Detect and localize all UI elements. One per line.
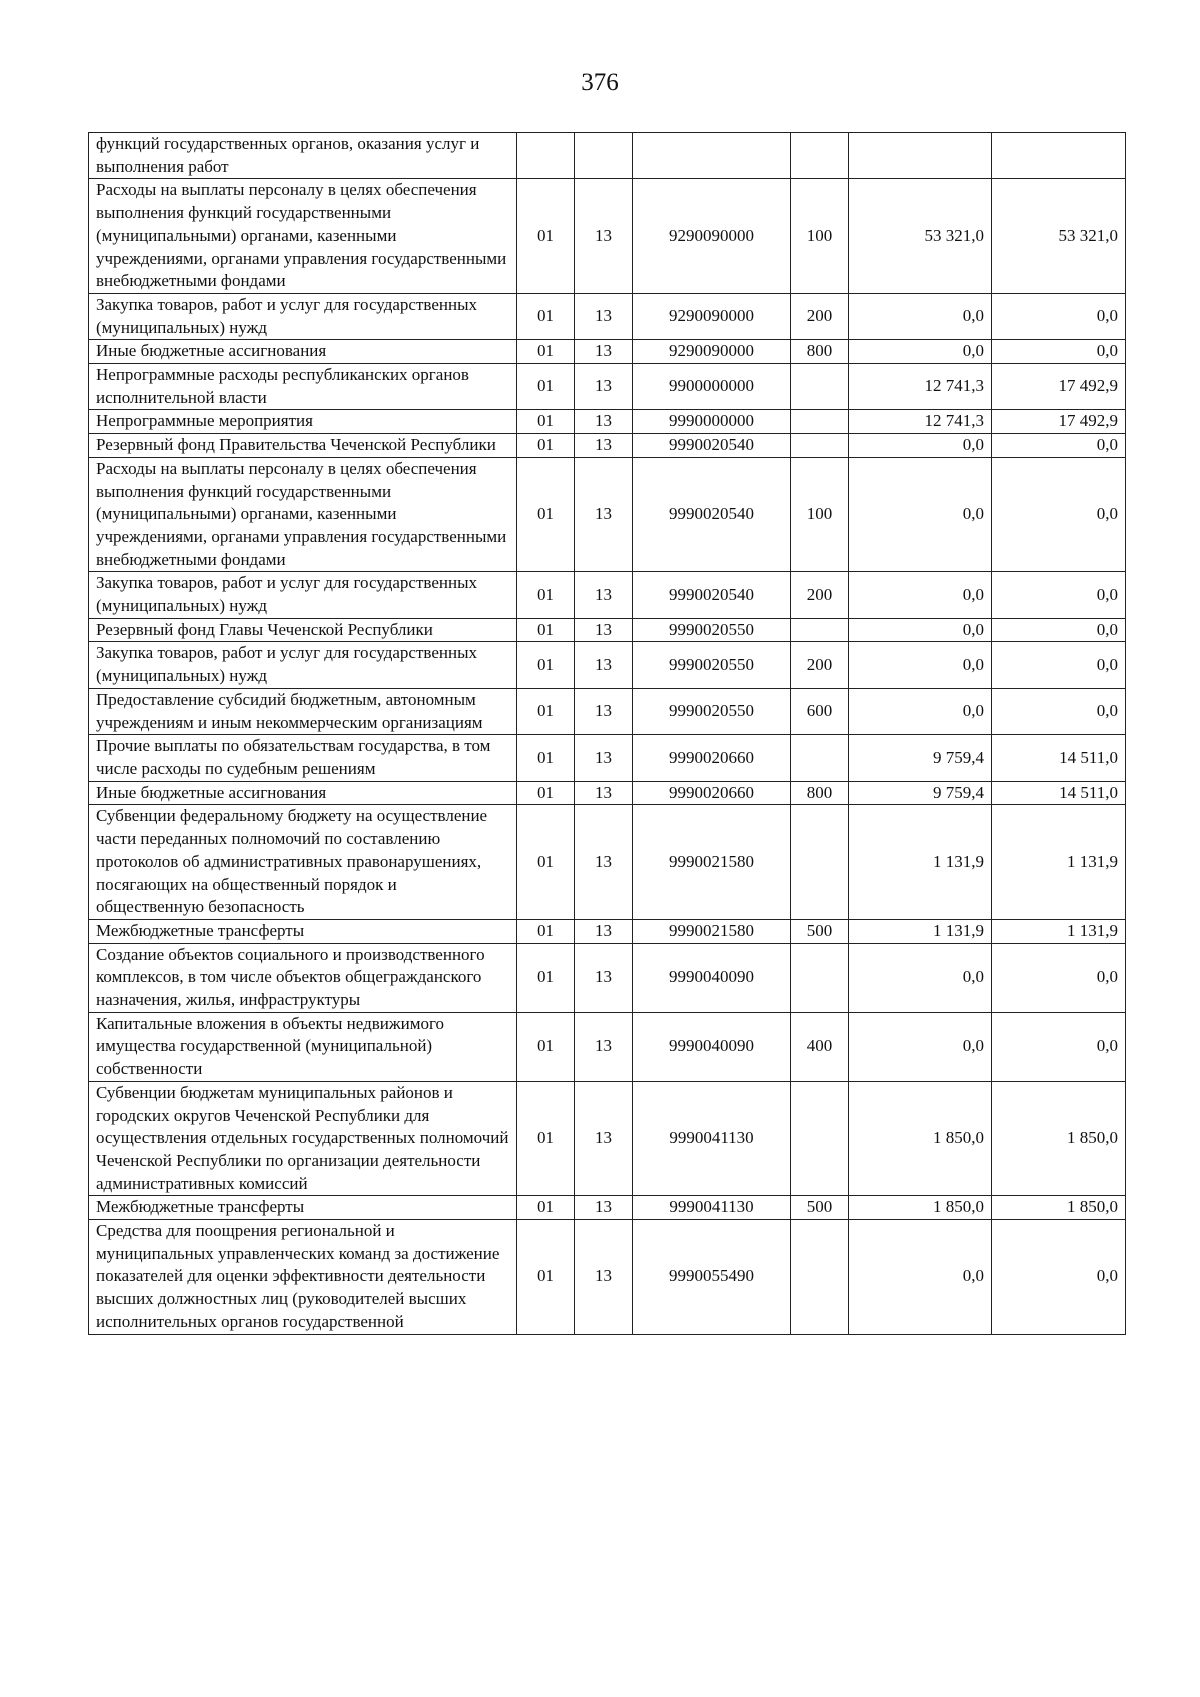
- subsection-code-cell: 13: [575, 1012, 633, 1081]
- table-row: [89, 364, 1126, 410]
- amount-year1-cell: 0,0: [849, 1012, 992, 1081]
- target-article-cell: 9990021580: [633, 805, 791, 920]
- amount-year1-cell: 1 850,0: [849, 1081, 992, 1196]
- row-name-cell: Расходы на выплаты персоналу в целях обеспечения выполнения функций государственными (муниципальными) органами, казенными учреждениями, органами управления государственными внебюджетными фондами: [89, 179, 517, 294]
- subsection-code-cell: 13: [575, 434, 633, 458]
- amount-year2-cell: 14 511,0: [992, 735, 1126, 781]
- amount-year1-cell: 0,0: [849, 618, 992, 642]
- target-article-cell: 9990020550: [633, 642, 791, 688]
- section-code-cell: 01: [517, 1081, 575, 1196]
- target-article-cell: [633, 133, 791, 179]
- subsection-code-cell: 13: [575, 781, 633, 805]
- amount-year1-cell: 0,0: [849, 572, 992, 618]
- target-article-cell: 9990040090: [633, 1012, 791, 1081]
- amount-year1-cell: 0,0: [849, 642, 992, 688]
- target-article-cell: 9990055490: [633, 1220, 791, 1335]
- amount-year1-cell: 1 131,9: [849, 805, 992, 920]
- expense-type-cell: 800: [791, 340, 849, 364]
- budget-table-body: [89, 133, 1126, 1335]
- row-name-cell: Непрограммные расходы республиканских органов исполнительной власти: [89, 364, 517, 410]
- table-row: [89, 642, 1126, 688]
- subsection-code-cell: 13: [575, 618, 633, 642]
- amount-year1-cell: 1 131,9: [849, 919, 992, 943]
- subsection-code-cell: 13: [575, 688, 633, 734]
- table-row: [89, 735, 1126, 781]
- amount-year2-cell: 0,0: [992, 1012, 1126, 1081]
- expense-type-cell: 200: [791, 293, 849, 339]
- amount-year2-cell: 1 850,0: [992, 1196, 1126, 1220]
- subsection-code-cell: 13: [575, 805, 633, 920]
- row-name-cell: Субвенции федеральному бюджету на осуществление части переданных полномочий по составлению протоколов об административных правонарушениях, посягающих на общественный порядок и общественную безопасность: [89, 805, 517, 920]
- table-row: [89, 133, 1126, 179]
- subsection-code-cell: 13: [575, 572, 633, 618]
- target-article-cell: 9900000000: [633, 364, 791, 410]
- section-code-cell: 01: [517, 293, 575, 339]
- expense-type-cell: [791, 735, 849, 781]
- amount-year1-cell: 1 850,0: [849, 1196, 992, 1220]
- table-row: [89, 293, 1126, 339]
- section-code-cell: 01: [517, 805, 575, 920]
- amount-year1-cell: 0,0: [849, 1220, 992, 1335]
- subsection-code-cell: [575, 133, 633, 179]
- section-code-cell: 01: [517, 618, 575, 642]
- section-code-cell: 01: [517, 943, 575, 1012]
- expense-type-cell: 100: [791, 179, 849, 294]
- section-code-cell: 01: [517, 642, 575, 688]
- target-article-cell: 9990020540: [633, 572, 791, 618]
- subsection-code-cell: 13: [575, 1081, 633, 1196]
- page-number: 376: [581, 69, 619, 96]
- section-code-cell: 01: [517, 179, 575, 294]
- table-row: [89, 410, 1126, 434]
- subsection-code-cell: 13: [575, 943, 633, 1012]
- subsection-code-cell: 13: [575, 293, 633, 339]
- subsection-code-cell: 13: [575, 919, 633, 943]
- table-row: [89, 1220, 1126, 1335]
- table-row: [89, 919, 1126, 943]
- table-row: [89, 688, 1126, 734]
- table-row: [89, 805, 1126, 920]
- amount-year2-cell: 14 511,0: [992, 781, 1126, 805]
- table-row: [89, 340, 1126, 364]
- section-code-cell: 01: [517, 688, 575, 734]
- target-article-cell: 9290090000: [633, 340, 791, 364]
- table-row: [89, 618, 1126, 642]
- amount-year2-cell: 0,0: [992, 434, 1126, 458]
- amount-year1-cell: 9 759,4: [849, 735, 992, 781]
- amount-year1-cell: 0,0: [849, 340, 992, 364]
- amount-year1-cell: 12 741,3: [849, 410, 992, 434]
- expense-type-cell: [791, 618, 849, 642]
- amount-year1-cell: 0,0: [849, 293, 992, 339]
- table-row: [89, 781, 1126, 805]
- table-row: [89, 434, 1126, 458]
- budget-table: [88, 132, 1126, 1335]
- amount-year2-cell: 1 131,9: [992, 805, 1126, 920]
- row-name-cell: Закупка товаров, работ и услуг для государственных (муниципальных) нужд: [89, 572, 517, 618]
- subsection-code-cell: 13: [575, 410, 633, 434]
- amount-year2-cell: 0,0: [992, 642, 1126, 688]
- amount-year2-cell: 0,0: [992, 688, 1126, 734]
- row-name-cell: Закупка товаров, работ и услуг для государственных (муниципальных) нужд: [89, 293, 517, 339]
- amount-year1-cell: 0,0: [849, 943, 992, 1012]
- section-code-cell: [517, 133, 575, 179]
- amount-year2-cell: 53 321,0: [992, 179, 1126, 294]
- amount-year2-cell: 0,0: [992, 293, 1126, 339]
- expense-type-cell: [791, 410, 849, 434]
- row-name-cell: Предоставление субсидий бюджетным, автономным учреждениям и иным некоммерческим организациям: [89, 688, 517, 734]
- row-name-cell: Средства для поощрения региональной и муниципальных управленческих команд за достижение показателей для оценки эффективности деятельности высших должностных лиц (руководителей высших исполнительных органов государственной: [89, 1220, 517, 1335]
- amount-year1-cell: [849, 133, 992, 179]
- section-code-cell: 01: [517, 1196, 575, 1220]
- expense-type-cell: 500: [791, 1196, 849, 1220]
- amount-year2-cell: 0,0: [992, 618, 1126, 642]
- amount-year2-cell: 0,0: [992, 572, 1126, 618]
- target-article-cell: 9990020540: [633, 434, 791, 458]
- subsection-code-cell: 13: [575, 735, 633, 781]
- amount-year1-cell: 12 741,3: [849, 364, 992, 410]
- expense-type-cell: [791, 943, 849, 1012]
- target-article-cell: 9990041130: [633, 1081, 791, 1196]
- amount-year2-cell: 1 131,9: [992, 919, 1126, 943]
- target-article-cell: 9990021580: [633, 919, 791, 943]
- expense-type-cell: 200: [791, 642, 849, 688]
- row-name-cell: Прочие выплаты по обязательствам государства, в том числе расходы по судебным решениям: [89, 735, 517, 781]
- amount-year2-cell: 17 492,9: [992, 410, 1126, 434]
- amount-year2-cell: 0,0: [992, 1220, 1126, 1335]
- section-code-cell: 01: [517, 1220, 575, 1335]
- target-article-cell: 9990041130: [633, 1196, 791, 1220]
- subsection-code-cell: 13: [575, 1196, 633, 1220]
- row-name-cell: Капитальные вложения в объекты недвижимого имущества государственной (муниципальной) собственности: [89, 1012, 517, 1081]
- target-article-cell: 9290090000: [633, 179, 791, 294]
- row-name-cell: функций государственных органов, оказания услуг и выполнения работ: [89, 133, 517, 179]
- amount-year2-cell: 0,0: [992, 457, 1126, 572]
- expense-type-cell: 500: [791, 919, 849, 943]
- amount-year2-cell: [992, 133, 1126, 179]
- section-code-cell: 01: [517, 364, 575, 410]
- row-name-cell: Резервный фонд Главы Чеченской Республики: [89, 618, 517, 642]
- expense-type-cell: [791, 364, 849, 410]
- section-code-cell: 01: [517, 735, 575, 781]
- amount-year2-cell: 1 850,0: [992, 1081, 1126, 1196]
- section-code-cell: 01: [517, 434, 575, 458]
- row-name-cell: Создание объектов социального и производственного комплексов, в том числе объектов общегражданского назначения, жилья, инфраструктуры: [89, 943, 517, 1012]
- expense-type-cell: [791, 434, 849, 458]
- amount-year1-cell: 0,0: [849, 688, 992, 734]
- row-name-cell: Межбюджетные трансферты: [89, 1196, 517, 1220]
- row-name-cell: Закупка товаров, работ и услуг для государственных (муниципальных) нужд: [89, 642, 517, 688]
- amount-year2-cell: 17 492,9: [992, 364, 1126, 410]
- expense-type-cell: 400: [791, 1012, 849, 1081]
- row-name-cell: Иные бюджетные ассигнования: [89, 781, 517, 805]
- table-row: [89, 457, 1126, 572]
- amount-year1-cell: 53 321,0: [849, 179, 992, 294]
- subsection-code-cell: 13: [575, 642, 633, 688]
- row-name-cell: Непрограммные мероприятия: [89, 410, 517, 434]
- table-row: [89, 943, 1126, 1012]
- subsection-code-cell: 13: [575, 457, 633, 572]
- target-article-cell: 9990020660: [633, 735, 791, 781]
- table-row: [89, 1081, 1126, 1196]
- expense-type-cell: [791, 805, 849, 920]
- amount-year1-cell: 9 759,4: [849, 781, 992, 805]
- expense-type-cell: 800: [791, 781, 849, 805]
- amount-year2-cell: 0,0: [992, 340, 1126, 364]
- section-code-cell: 01: [517, 340, 575, 364]
- section-code-cell: 01: [517, 410, 575, 434]
- expense-type-cell: [791, 1081, 849, 1196]
- target-article-cell: 9990020660: [633, 781, 791, 805]
- table-row: [89, 1196, 1126, 1220]
- table-row: [89, 572, 1126, 618]
- amount-year1-cell: 0,0: [849, 434, 992, 458]
- subsection-code-cell: 13: [575, 179, 633, 294]
- target-article-cell: 9990020550: [633, 688, 791, 734]
- target-article-cell: 9990000000: [633, 410, 791, 434]
- row-name-cell: Иные бюджетные ассигнования: [89, 340, 517, 364]
- expense-type-cell: 100: [791, 457, 849, 572]
- row-name-cell: Расходы на выплаты персоналу в целях обеспечения выполнения функций государственными (муниципальными) органами, казенными учреждениями, органами управления государственными внебюджетными фондами: [89, 457, 517, 572]
- row-name-cell: Резервный фонд Правительства Чеченской Республики: [89, 434, 517, 458]
- section-code-cell: 01: [517, 919, 575, 943]
- target-article-cell: 9290090000: [633, 293, 791, 339]
- section-code-cell: 01: [517, 1012, 575, 1081]
- amount-year1-cell: 0,0: [849, 457, 992, 572]
- target-article-cell: 9990020550: [633, 618, 791, 642]
- subsection-code-cell: 13: [575, 1220, 633, 1335]
- table-row: [89, 1012, 1126, 1081]
- section-code-cell: 01: [517, 457, 575, 572]
- section-code-cell: 01: [517, 572, 575, 618]
- table-row: [89, 179, 1126, 294]
- expense-type-cell: [791, 1220, 849, 1335]
- section-code-cell: 01: [517, 781, 575, 805]
- expense-type-cell: 600: [791, 688, 849, 734]
- subsection-code-cell: 13: [575, 364, 633, 410]
- expense-type-cell: [791, 133, 849, 179]
- target-article-cell: 9990040090: [633, 943, 791, 1012]
- amount-year2-cell: 0,0: [992, 943, 1126, 1012]
- target-article-cell: 9990020540: [633, 457, 791, 572]
- row-name-cell: Субвенции бюджетам муниципальных районов и городских округов Чеченской Республики для осуществления отдельных государственных полномочий Чеченской Республики по организации деятельности административных комиссий: [89, 1081, 517, 1196]
- expense-type-cell: 200: [791, 572, 849, 618]
- subsection-code-cell: 13: [575, 340, 633, 364]
- row-name-cell: Межбюджетные трансферты: [89, 919, 517, 943]
